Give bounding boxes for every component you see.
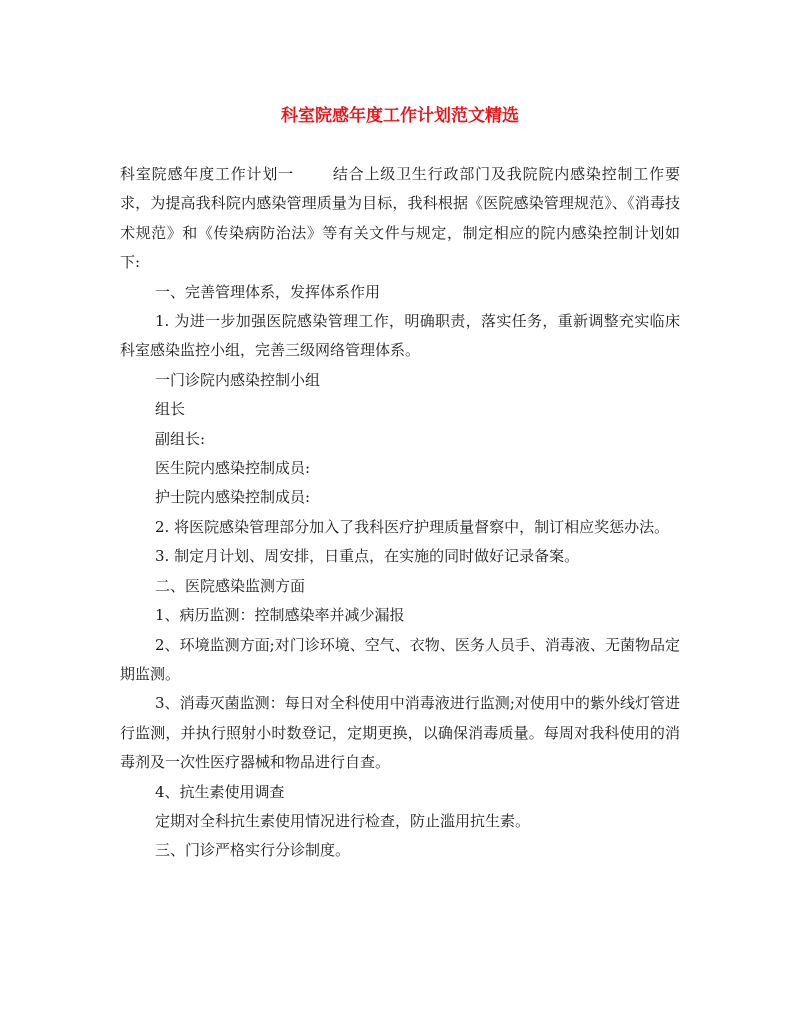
nurse-members-line: 护士院内感染控制成员: — [155, 488, 311, 507]
paragraph: 2. 将医院感染管理部分加入了我科医疗护理质量督察中，制订相应奖惩办法。 — [155, 517, 670, 536]
deputy-leader-line: 副组长: — [155, 429, 206, 448]
document-body — [120, 160, 680, 866]
section-heading-1: 一、完善管理体系，发挥体系作用 — [155, 282, 381, 301]
group-leader-line: 组长 — [155, 400, 186, 419]
section-heading-3: 三、门诊严格实行分诊制度。 — [155, 841, 351, 860]
paragraph: 定期对全科抗生素使用情况进行检查，防止滥用抗生素。 — [155, 811, 531, 830]
intro-text: 结合上级卫生行政部门及我院院内感染控制工作要求，为提高我科院内感染管理质量为目标，我科根据《医院感染管理规范》、《消毒技术规范》和《传染病防治法》等有关文件与规定，制定相应的院内感染控制计划如下: — [120, 165, 680, 272]
section-heading-2: 二、医院感染监测方面 — [155, 576, 306, 595]
doctor-members-line: 医生院内感染控制成员: — [155, 459, 311, 478]
paragraph: 1、病历监测：控制感染率并减少漏报 — [155, 606, 405, 625]
paragraph: 1. 为进一步加强医院感染管理工作，明确职责，落实任务，重新调整充实临床科室感染监控小组，完善三级网络管理体系。 — [120, 312, 680, 360]
intro-paragraph — [120, 160, 680, 278]
paragraph: 3、消毒灭菌监测：每日对全科使用中消毒液进行监测;对使用中的紫外线灯管进行监测，并执行照射小时数登记，定期更换，以确保消毒质量。每周对我科使用的消毒剂及一次性医疗器械和物品进行自查。 — [120, 694, 680, 772]
paragraph: 2、环境监测方面;对门诊环境、空气、衣物、医务人员手、消毒液、无菌物品定期监测。 — [120, 635, 680, 683]
intro-label: 科室院感年度工作计划一 — [120, 165, 294, 183]
group-title: 一门诊院内感染控制小组 — [155, 370, 321, 389]
document-title: 科室院感年度工作计划范文精选 — [281, 106, 519, 126]
paragraph: 4、抗生素使用调查 — [155, 782, 285, 801]
paragraph: 3. 制定月计划、周安排，日重点，在实施的同时做好记录备案。 — [155, 547, 580, 566]
